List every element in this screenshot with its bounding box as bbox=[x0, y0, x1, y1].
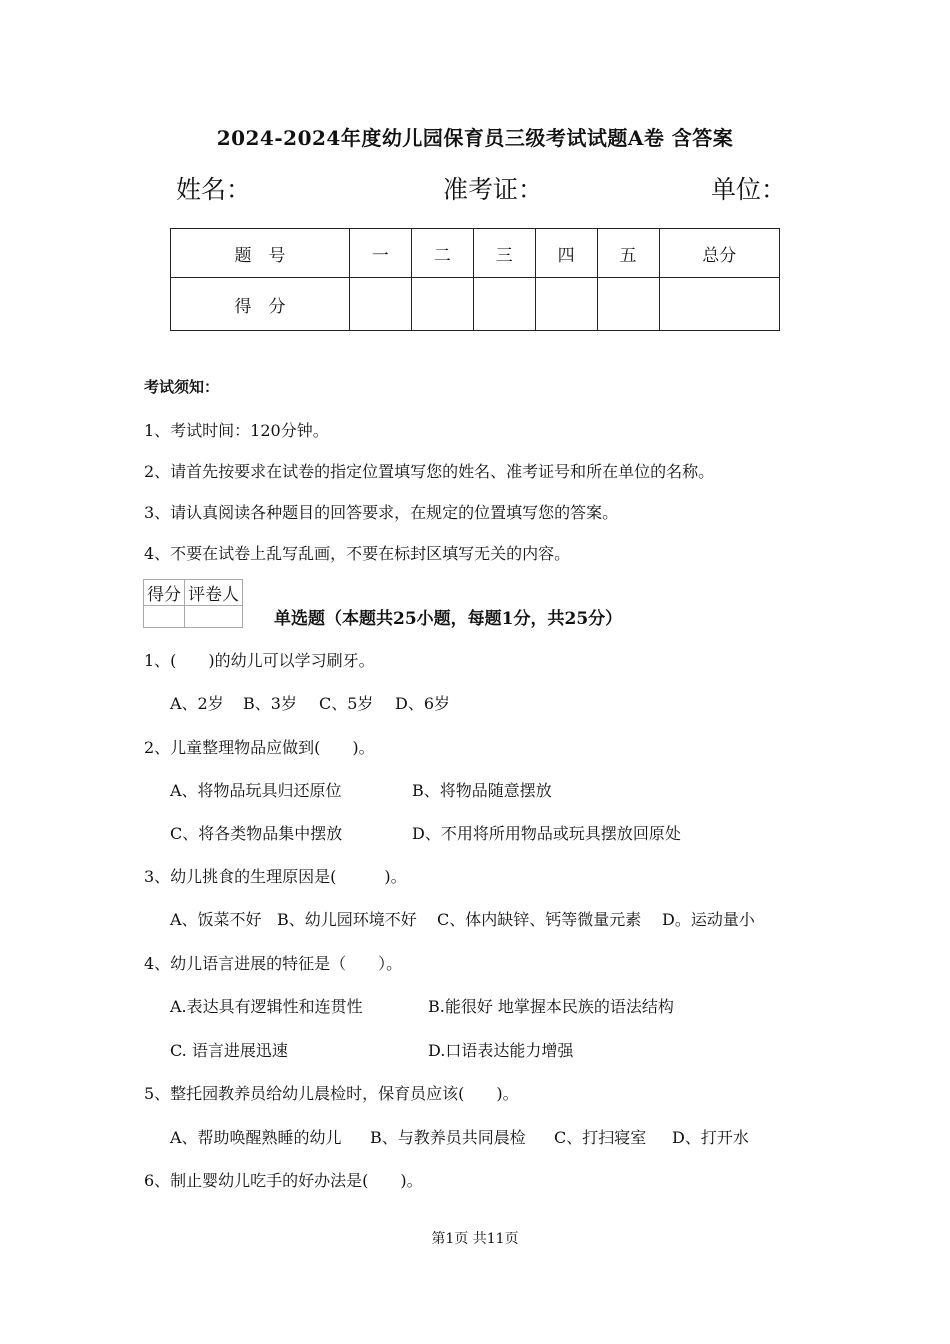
question-option: B、将物品随意摆放 bbox=[412, 781, 552, 800]
score-cell[interactable] bbox=[597, 278, 659, 331]
question-option: C、5岁 bbox=[319, 694, 374, 713]
score-table-header-cell: 四 bbox=[535, 229, 597, 278]
question-option: A.表达具有逻辑性和连贯性 bbox=[170, 997, 363, 1016]
score-cell[interactable] bbox=[659, 278, 779, 331]
question-option: B、与教养员共同晨检 bbox=[370, 1128, 526, 1147]
score-table-row-label: 得 分 bbox=[171, 278, 350, 331]
name-field-label: 姓名： bbox=[176, 175, 252, 204]
unit-field-label: 单位： bbox=[711, 175, 787, 204]
score-cell[interactable] bbox=[473, 278, 535, 331]
grader-score-label: 得分 bbox=[144, 580, 185, 606]
question-option: D、不用将所用物品或玩具摆放回原处 bbox=[412, 824, 681, 843]
score-table-header-row bbox=[171, 229, 780, 278]
question-option: A、将物品玩具归还原位 bbox=[170, 781, 342, 800]
question-stem: 4、幼儿语言进展的特征是（ ）。 bbox=[144, 954, 403, 973]
score-table bbox=[170, 228, 780, 331]
notice-heading: 考试须知： bbox=[144, 378, 220, 396]
question-option: C、体内缺锌、钙等微量元素 bbox=[437, 910, 642, 929]
grader-reviewer-label: 评卷人 bbox=[185, 580, 243, 606]
question-option: C、将各类物品集中摆放 bbox=[170, 824, 343, 843]
question-option: D、6岁 bbox=[395, 694, 451, 713]
score-table-header-cell: 三 bbox=[473, 229, 535, 278]
question-stem: 3、幼儿挑食的生理原因是( )。 bbox=[144, 867, 407, 886]
notice-item: 1、考试时间：120分钟。 bbox=[144, 421, 329, 440]
question-option: D、打开水 bbox=[672, 1128, 749, 1147]
question-option: B、幼儿园环境不好 bbox=[277, 910, 417, 929]
question-option: A、2岁 bbox=[170, 694, 224, 713]
question-option: B.能很好 地掌握本民族的语法结构 bbox=[428, 997, 674, 1016]
question-option: C、打扫寝室 bbox=[554, 1128, 647, 1147]
question-option: D。运动量小 bbox=[662, 910, 755, 929]
score-cell[interactable] bbox=[535, 278, 597, 331]
grader-score-cell[interactable] bbox=[144, 606, 185, 628]
question-option: A、饭菜不好 bbox=[170, 910, 262, 929]
score-table-header-cell: 二 bbox=[411, 229, 473, 278]
score-table-header-cell: 五 bbox=[597, 229, 659, 278]
grader-box bbox=[143, 579, 243, 628]
question-option: D.口语表达能力增强 bbox=[428, 1041, 574, 1060]
question-stem: 5、整托园教养员给幼儿晨检时，保育员应该( )。 bbox=[144, 1084, 519, 1103]
question-stem: 6、制止婴幼儿吃手的好办法是( )。 bbox=[144, 1171, 423, 1190]
question-stem: 1、( )的幼儿可以学习刷牙。 bbox=[144, 651, 375, 670]
score-table-header-cell: 一 bbox=[349, 229, 411, 278]
question-stem: 2、儿童整理物品应做到( )。 bbox=[144, 738, 375, 757]
section-heading: 单选题（本题共25小题，每题1分，共25分） bbox=[274, 609, 623, 629]
question-option: A、帮助唤醒熟睡的幼儿 bbox=[170, 1128, 342, 1147]
score-cell[interactable] bbox=[411, 278, 473, 331]
exam-number-field-label: 准考证： bbox=[443, 175, 544, 204]
score-cell[interactable] bbox=[349, 278, 411, 331]
notice-item: 4、不要在试卷上乱写乱画，不要在标封区填写无关的内容。 bbox=[144, 544, 571, 563]
notice-item: 3、请认真阅读各种题目的回答要求，在规定的位置填写您的答案。 bbox=[144, 503, 619, 522]
score-table-header-cell: 总分 bbox=[659, 229, 779, 278]
score-table-header-cell: 题 号 bbox=[171, 229, 350, 278]
question-option: B、3岁 bbox=[243, 694, 297, 713]
page-footer: 第1页 共11页 bbox=[431, 1231, 519, 1247]
score-table-score-row bbox=[171, 278, 780, 331]
notice-item: 2、请首先按要求在试卷的指定位置填写您的姓名、准考证号和所在单位的名称。 bbox=[144, 462, 715, 481]
page-title: 2024-2024年度幼儿园保育员三级考试试题A卷 含答案 bbox=[216, 126, 734, 150]
grader-reviewer-cell[interactable] bbox=[185, 606, 243, 628]
question-option: C. 语言进展迅速 bbox=[170, 1041, 288, 1060]
